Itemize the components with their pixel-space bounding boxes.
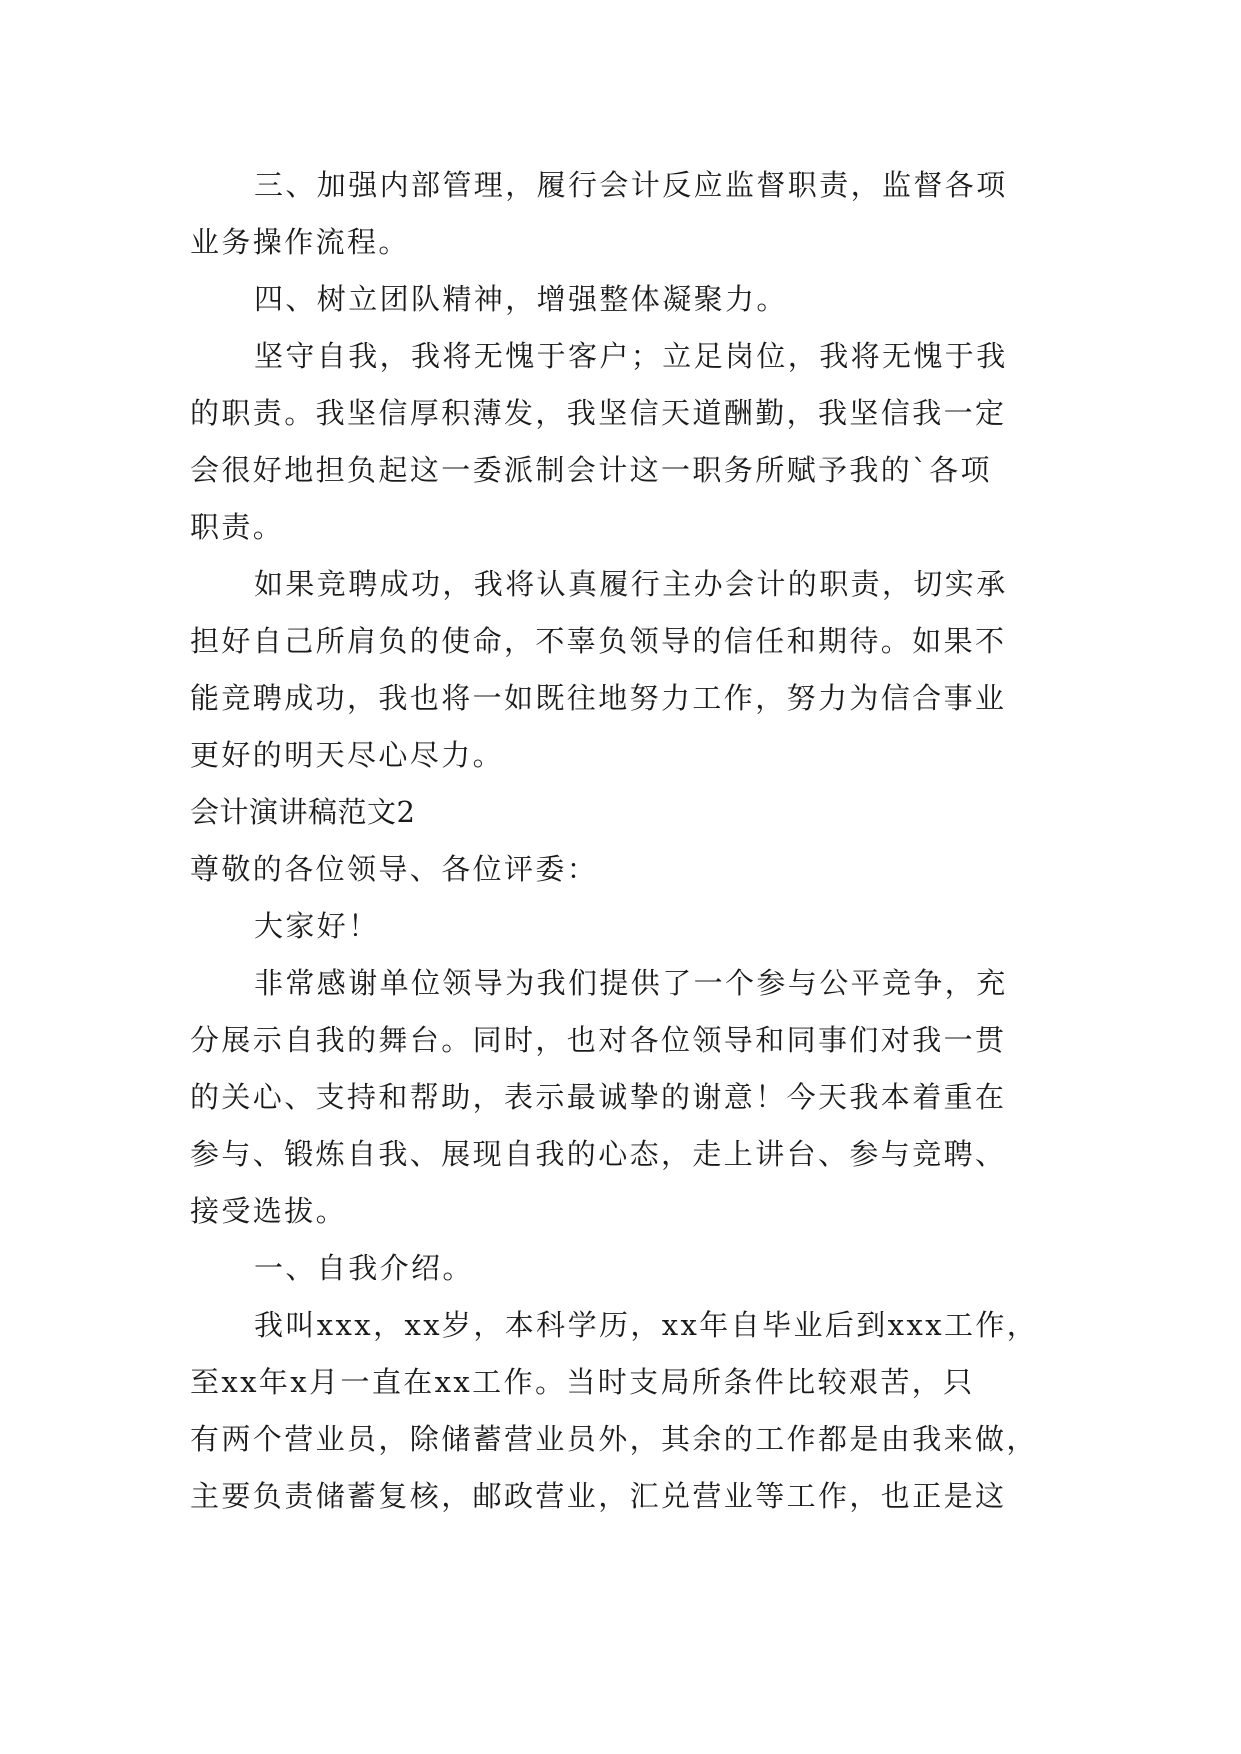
text-line: 的职责。我坚信厚积薄发，我坚信天道酬勤，我坚信我一定 — [190, 396, 1007, 430]
text-line: 的关心、支持和帮助，表示最诚挚的谢意！今天我本着重在 — [190, 1080, 1007, 1114]
text-line: 担好自己所肩负的使命，不辜负领导的信任和期待。如果不 — [190, 624, 1007, 658]
text-line: 会很好地担负起这一委派制会计这一职务所赋予我的`各项 — [190, 453, 992, 487]
text-line: 职责。 — [190, 510, 285, 544]
text-line: 有两个营业员，除储蓄营业员外，其余的工作都是由我来做， — [190, 1422, 1038, 1456]
salutation: 尊敬的各位领导、各位评委： — [190, 852, 599, 886]
text-line: 分展示自我的舞台。同时，也对各位领导和同事们对我一贯 — [190, 1023, 1007, 1057]
text-line: 如果竞聘成功，我将认真履行主办会计的职责，切实承 — [254, 567, 1008, 601]
greeting: 大家好！ — [254, 909, 380, 943]
text-line: 至xx年x月一直在xx工作。当时支局所条件比较艰苦，只 — [190, 1365, 975, 1399]
subsection-heading: 一、自我介绍。 — [254, 1251, 474, 1285]
text-line: 更好的明天尽心尽力。 — [190, 738, 505, 772]
text-line: 三、加强内部管理，履行会计反应监督职责，监督各项 — [254, 168, 1008, 202]
text-line: 四、树立团队精神，增强整体凝聚力。 — [254, 282, 788, 316]
text-line: 主要负责储蓄复核，邮政营业，汇兑营业等工作，也正是这 — [190, 1479, 1007, 1513]
text-line: 能竞聘成功，我也将一如既往地努力工作，努力为信合事业 — [190, 681, 1007, 715]
document-body — [190, 157, 1060, 1525]
text-line: 业务操作流程。 — [190, 225, 410, 259]
text-line: 坚守自我，我将无愧于客户；立足岗位，我将无愧于我 — [254, 339, 1008, 373]
text-line: 参与、锻炼自我、展现自我的心态，走上讲台、参与竞聘、 — [190, 1137, 1007, 1171]
text-line: 接受选拔。 — [190, 1194, 348, 1228]
text-line: 非常感谢单位领导为我们提供了一个参与公平竞争，充 — [254, 966, 1008, 1000]
section-heading: 会计演讲稿范文2 — [190, 795, 416, 829]
text-line: 我叫xxx，xx岁，本科学历，xx年自毕业后到xxx工作， — [254, 1308, 1039, 1342]
